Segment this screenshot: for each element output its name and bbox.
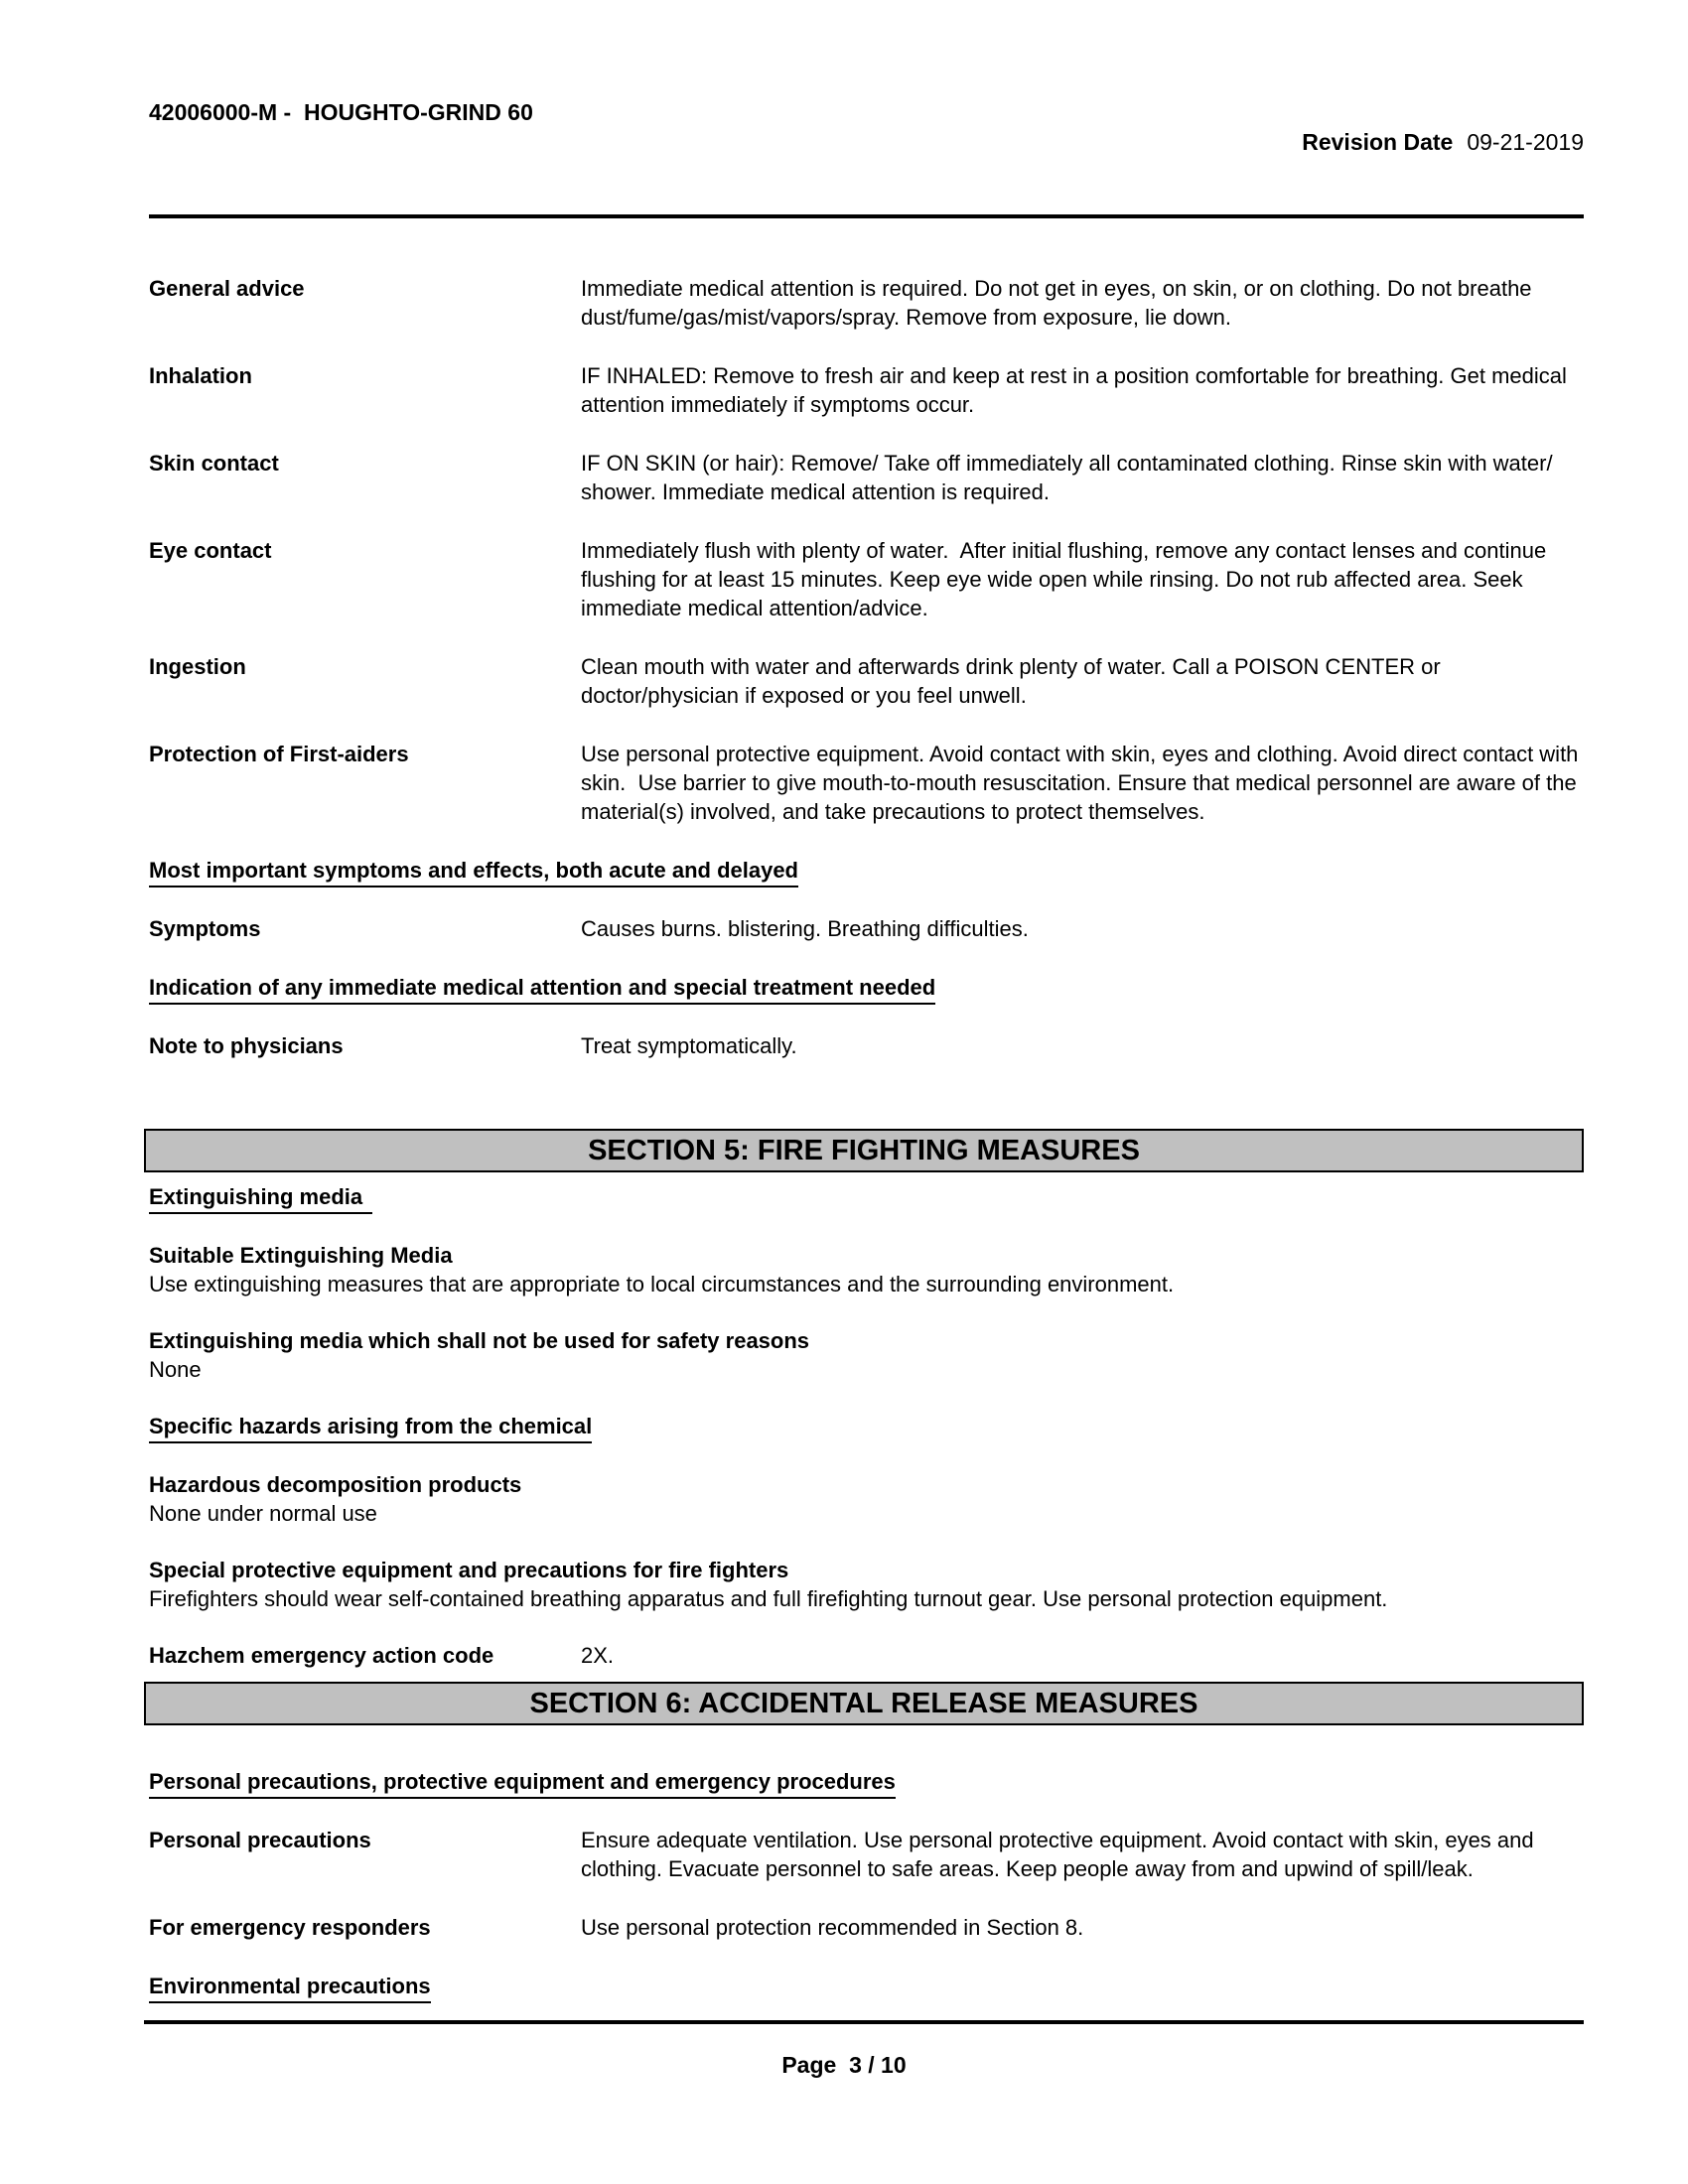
emergency-responders-row <box>149 1913 1584 1942</box>
section-4-first-aid-content <box>149 274 1584 1060</box>
suitable-extinguishing-media-text: Use extinguishing measures that are appropriate to local circumstances and the surrounding environment. <box>149 1272 1175 1297</box>
hazardous-decomposition-text: None under normal use <box>149 1501 377 1526</box>
row-value: Use personal protection recommended in Section 8. <box>581 1915 1084 1940</box>
row-label: Hazchem emergency action code <box>149 1643 494 1668</box>
first-aid-row-ingestion <box>149 652 1584 710</box>
personal-precautions-row <box>149 1826 1584 1883</box>
first-aid-row-protection-of-first-aiders <box>149 740 1584 826</box>
environmental-precautions-heading: Environmental precautions <box>149 1972 1584 2003</box>
header-rule <box>149 214 1584 218</box>
hazchem-code-row <box>149 1641 1584 1670</box>
row-value: IF INHALED: Remove to fresh air and keep at rest in a position comfortable for breathing. Get medical attention immediately if symptoms occur. <box>581 363 1574 417</box>
revision-date-label: Revision Date <box>1302 129 1454 155</box>
revision-date <box>1264 97 1584 187</box>
row-label: Ingestion <box>149 654 246 679</box>
row-label: Eye contact <box>149 538 272 563</box>
row-label: Protection of First-aiders <box>149 742 409 766</box>
section-6-banner: SECTION 6: ACCIDENTAL RELEASE MEASURES <box>144 1682 1584 1725</box>
page-number: Page 3 / 10 <box>781 2052 907 2078</box>
first-aid-row-skin-contact <box>149 449 1584 506</box>
personal-precautions-heading: Personal precautions, protective equipment and emergency procedures <box>149 1767 1584 1799</box>
symptoms-effects-heading: Most important symptoms and effects, both acute and delayed <box>149 856 1584 887</box>
media-not-to-use-heading: Extinguishing media which shall not be used for safety reasons <box>149 1328 810 1353</box>
first-aid-row-general-advice <box>149 274 1584 332</box>
row-value: Causes burns. blistering. Breathing difficulties. <box>581 916 1029 941</box>
section-5-content <box>149 1182 1584 1670</box>
row-value: Immediate medical attention is required. Do not get in eyes, on skin, or on clothing. Do not breathe dust/fume/gas/mist/vapors/spray. Remove from exposure, lie down. <box>581 276 1538 330</box>
first-aid-row-eye-contact <box>149 536 1584 622</box>
row-value: Immediately flush with plenty of water. After initial flushing, remove any contact lenses and continue flushing for at least 15 minutes. Keep eye wide open while rinsing. Do not rub affected area. Seek immediate medical attention/advice. <box>581 538 1553 620</box>
suitable-extinguishing-media-heading: Suitable Extinguishing Media <box>149 1243 453 1268</box>
indication-medical-attention-heading: Indication of any immediate medical attention and special treatment needed <box>149 973 1584 1005</box>
row-value: Clean mouth with water and afterwards drink plenty of water. Call a POISON CENTER or doctor/physician if exposed or you feel unwell. <box>581 654 1447 708</box>
symptoms-row <box>149 914 1584 943</box>
extinguishing-media-heading: Extinguishing media <box>149 1182 1584 1214</box>
row-value: Use personal protective equipment. Avoid contact with skin, eyes and clothing. Avoid direct contact with skin. Use barrier to give mouth-to-mouth resuscitation. Ensure that medical personnel are aware of the material(s) involved, and take precautions to protect themselves. <box>581 742 1585 824</box>
footer-rule <box>144 2020 1584 2024</box>
fire-fighter-equipment-block <box>149 1556 1584 1613</box>
row-label: For emergency responders <box>149 1915 431 1940</box>
section-5-banner: SECTION 5: FIRE FIGHTING MEASURES <box>144 1129 1584 1172</box>
product-id-title: 42006000-M - HOUGHTO-GRIND 60 <box>149 99 533 125</box>
hazardous-decomposition-block <box>149 1470 1584 1528</box>
fire-fighter-equipment-text: Firefighters should wear self-contained breathing apparatus and full firefighting turnout gear. Use personal protection equipment. <box>149 1586 1388 1611</box>
row-value: Ensure adequate ventilation. Use personal protective equipment. Avoid contact with skin, eyes and clothing. Evacuate personnel to safe areas. Keep people away from and upwind of spill/leak. <box>581 1828 1540 1881</box>
first-aid-row-inhalation <box>149 361 1584 419</box>
suitable-extinguishing-media-block <box>149 1241 1584 1298</box>
media-not-to-use-block <box>149 1326 1584 1384</box>
specific-hazards-heading: Specific hazards arising from the chemical <box>149 1412 1584 1443</box>
row-label: Personal precautions <box>149 1828 371 1852</box>
row-label: Inhalation <box>149 363 252 388</box>
section-6-content <box>149 1767 1584 2003</box>
media-not-to-use-text: None <box>149 1357 202 1382</box>
hazardous-decomposition-heading: Hazardous decomposition products <box>149 1472 522 1497</box>
row-value: Treat symptomatically. <box>581 1033 797 1058</box>
row-value: 2X. <box>581 1643 615 1668</box>
row-label: Note to physicians <box>149 1033 344 1058</box>
row-label: Skin contact <box>149 451 279 476</box>
row-label: General advice <box>149 276 305 301</box>
row-value: IF ON SKIN (or hair): Remove/ Take off immediately all contaminated clothing. Rinse skin with water/ shower. Immediate medical attention is required. <box>581 451 1559 504</box>
revision-date-value: 09-21-2019 <box>1467 129 1584 155</box>
note-to-physicians-row <box>149 1031 1584 1060</box>
row-label: Symptoms <box>149 916 261 941</box>
document-header <box>149 97 1584 187</box>
fire-fighter-equipment-heading: Special protective equipment and precautions for fire fighters <box>149 1558 789 1582</box>
